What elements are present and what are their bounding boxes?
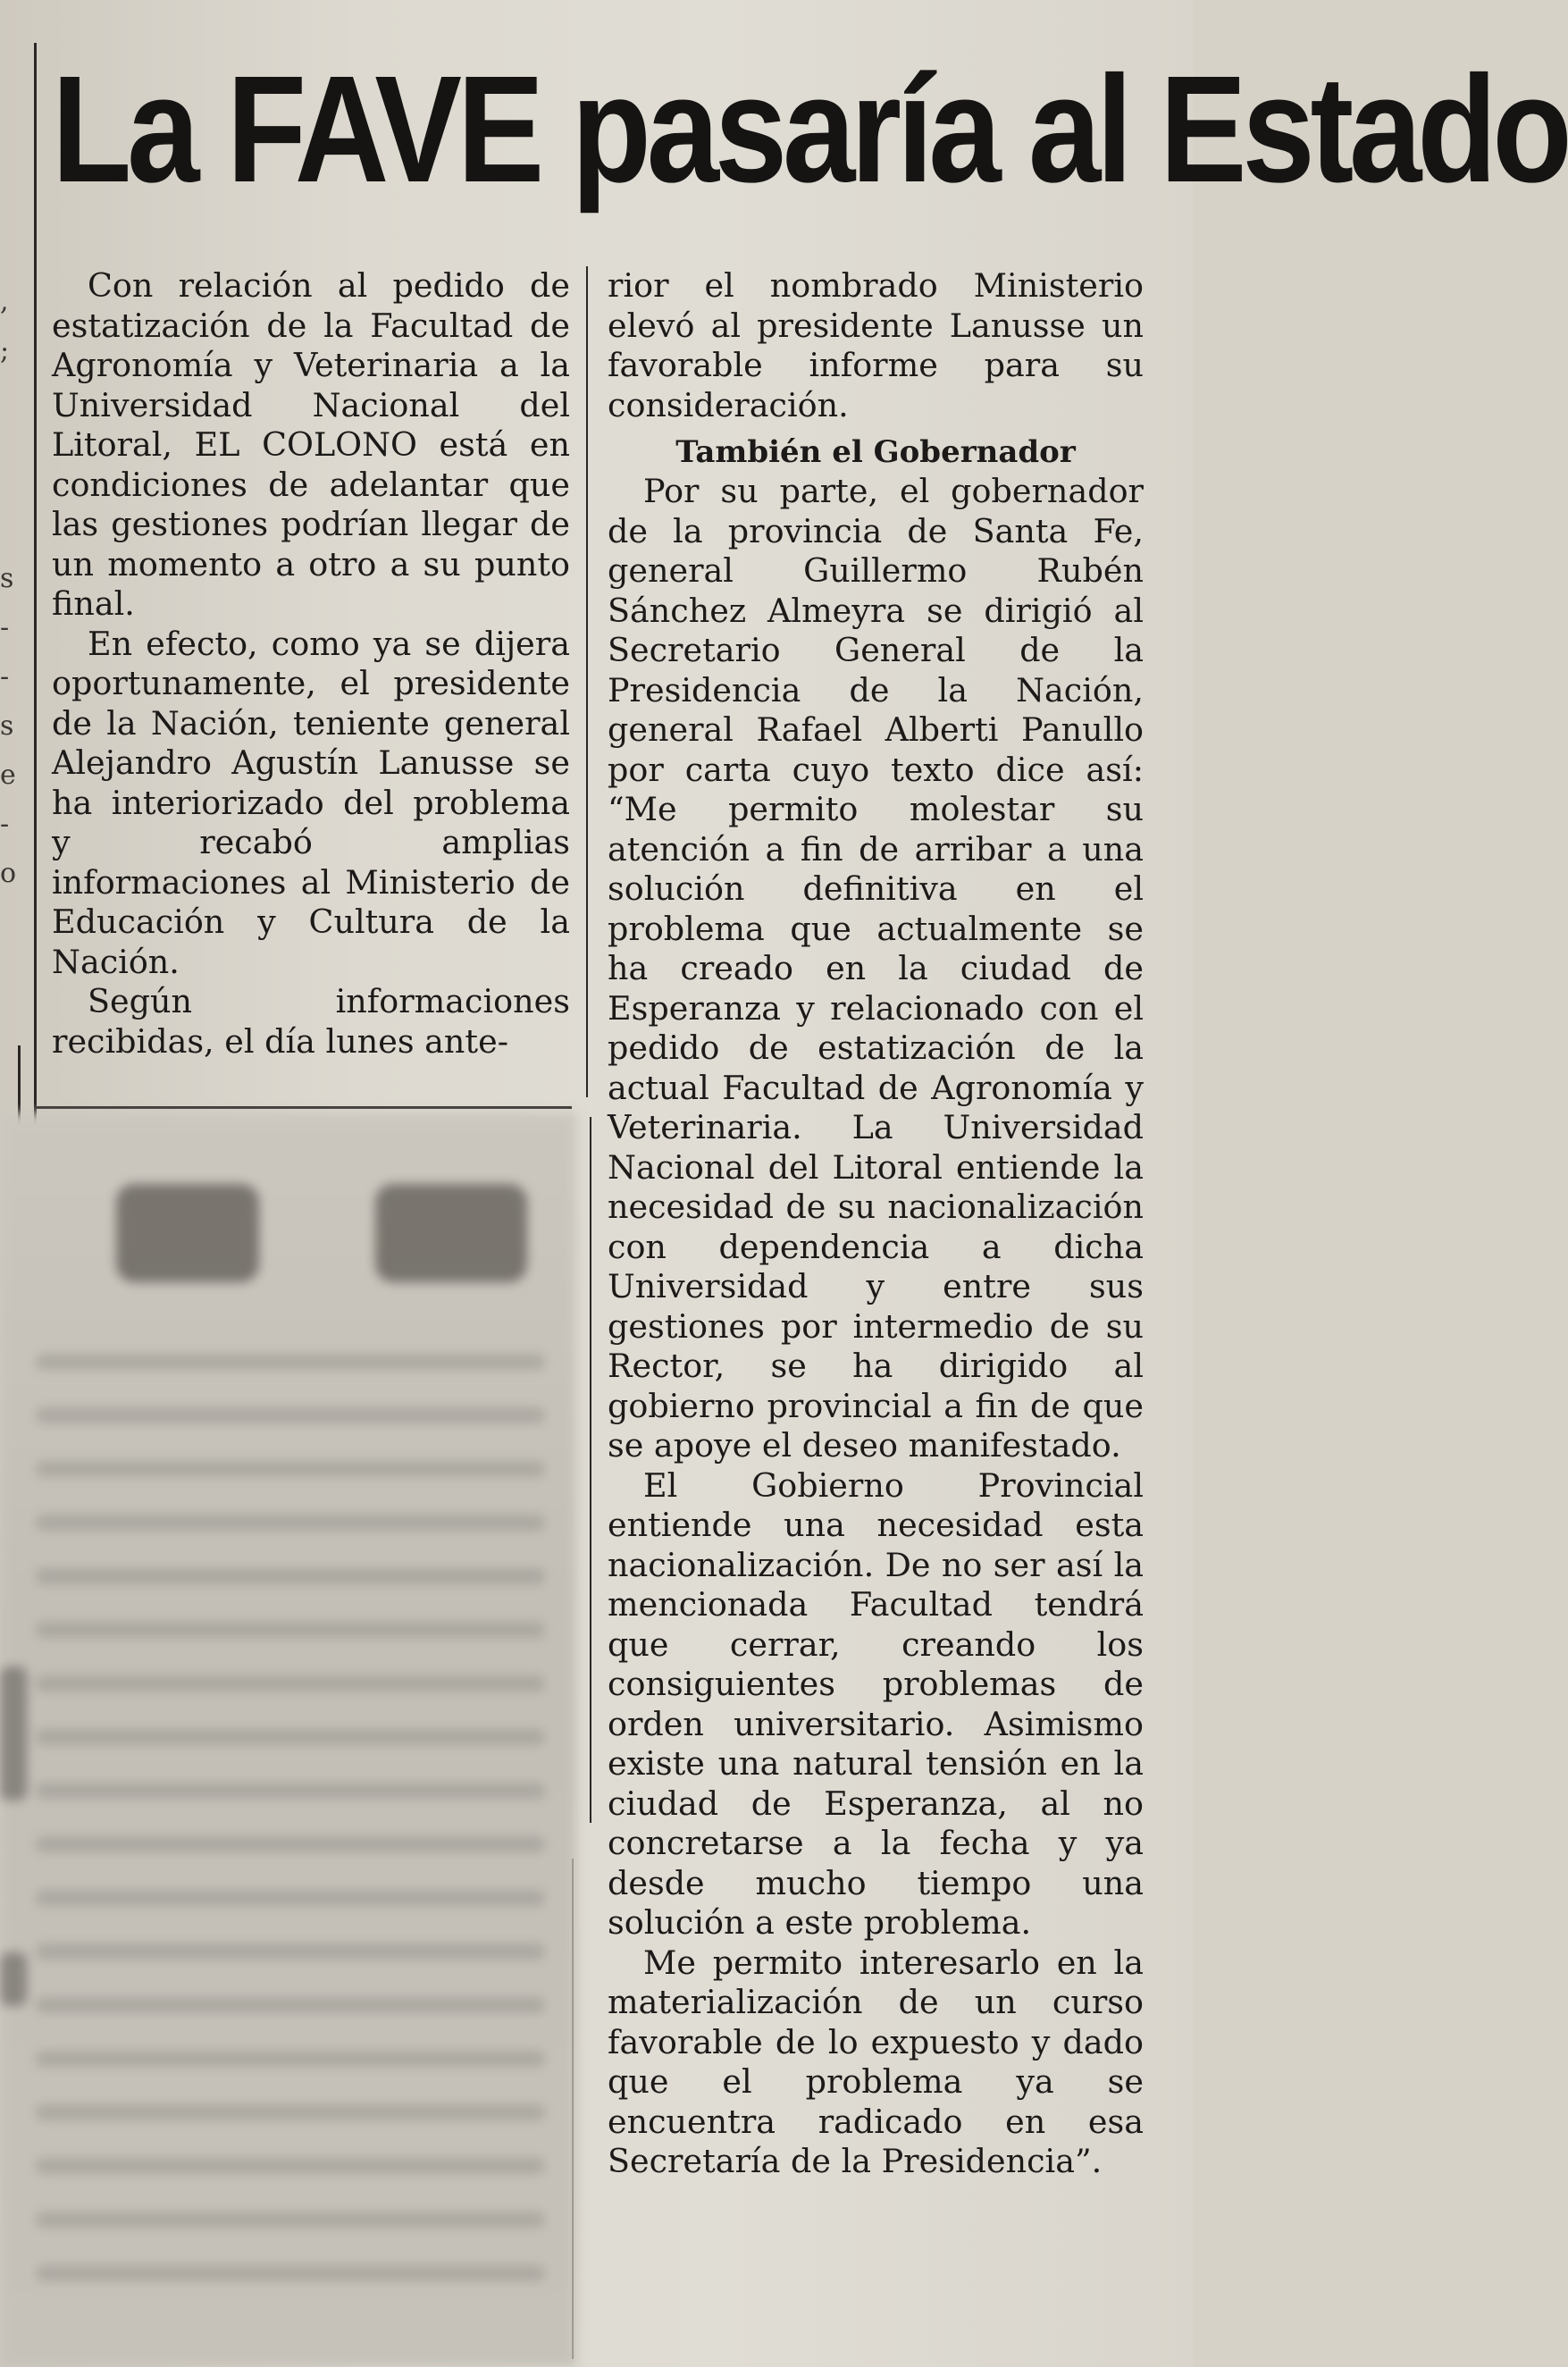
- blurred-text-line: [36, 1997, 545, 2013]
- blurred-heading-block: [116, 1184, 259, 1282]
- blurred-text-line: [36, 1675, 545, 1691]
- column-rule-middle-upper: [586, 266, 588, 1097]
- blurred-text-line: [36, 2212, 545, 2228]
- article-end-rule: [36, 1106, 572, 1109]
- blurred-text-line: [36, 1943, 545, 1960]
- paragraph: Con relación al pedido de estatización de la Facultad de Agronomía y Veterinaria a la Universidad Nacional del Litoral, EL COLONO está en condiciones de adelantar que las gestiones podrían llegar de un momento a otro a su punto final.: [52, 266, 570, 623]
- paragraph: Según informaciones recibidas, el día lunes ante-: [52, 982, 570, 1061]
- blurred-text-line: [36, 1407, 545, 1423]
- paragraph: Me permito interesarlo en la materialización de un curso favorable de lo expuesto y dado que el problema ya se encuentra radicado en esa Secretaría de la Presidencia”.: [608, 1943, 1144, 2180]
- paragraph-continuation: rior el nombrado Ministerio elevó al presidente Lanusse un favorable informe para su consideración.: [608, 266, 1144, 424]
- blurred-text-line: [36, 1890, 545, 1906]
- article-column-2: [608, 266, 1144, 2182]
- blurred-text-line: [36, 1836, 545, 1852]
- paragraph: En efecto, como ya se dijera oportunamente, el presidente de la Nación, teniente general Alejandro Agustín Lanusse se ha interiorizado del problema y recabó amplias informaciones al Ministerio de Educación y Cultura de la Nación.: [52, 624, 570, 981]
- neighbor-column-fragments: , ; s - - s e - o: [0, 286, 17, 889]
- blurred-text-line: [36, 1354, 545, 1370]
- blurred-text-line: [36, 1729, 545, 1745]
- blurred-text-line: [36, 1622, 545, 1638]
- subheading: También el Gobernador: [675, 434, 1076, 470]
- blurred-heading-block: [375, 1184, 527, 1282]
- blurred-margin-mark: [0, 1952, 27, 2006]
- paragraph: El Gobierno Provincial entiende una necesidad esta nacionalización. De no ser así la mencionada Facultad tendrá que cerrar, creando los consiguientes problemas de orden universitario. Asimismo existe una natural tensión en la ciudad de Esperanza, al no concretarse a la fecha y ya desde mucho tiempo una solución a este problema.: [608, 1465, 1144, 1942]
- blurred-region: [0, 1112, 576, 2367]
- blurred-margin-mark: [0, 1666, 27, 1800]
- blurred-text-line: [36, 1783, 545, 1799]
- paragraph: Por su parte, el gobernador de la provincia de Santa Fe, general Guillermo Rubén Sánchez Almeyra se dirigió al Secretario General de la Presidencia de la Nación, general Rafael Alberti Panullo por carta cuyo texto dice así: “Me permito molestar su atención a fin de arribar a una solución definitiva en el problema que actualmente se ha creado en la ciudad de Esperanza y relacionado con el pedido de estatización de la actual Facultad de Agronomía y Veterinaria. La Universidad Nacional del Litoral entiende la necesidad de su nacionalización con dependencia a dicha Universidad y entre sus gestiones por intermedio de su Rector, se ha dirigido al gobierno provincial a fin de que se apoye el deseo manifestado.: [608, 472, 1144, 1465]
- blurred-text-line: [36, 2158, 545, 2174]
- column-rule-left: [34, 43, 37, 1133]
- column-rule-middle-mid: [590, 1117, 591, 1823]
- blurred-text-line: [36, 1461, 545, 1477]
- blurred-text-line: [36, 2265, 545, 2281]
- article-column-1: [52, 266, 570, 1062]
- blurred-text-line: [36, 2051, 545, 2067]
- headline: La FAVE pasaría al Estado: [52, 45, 1568, 214]
- blurred-text-line: [36, 1568, 545, 1584]
- blurred-text-line: [36, 1515, 545, 1531]
- blurred-text-line: [36, 2104, 545, 2120]
